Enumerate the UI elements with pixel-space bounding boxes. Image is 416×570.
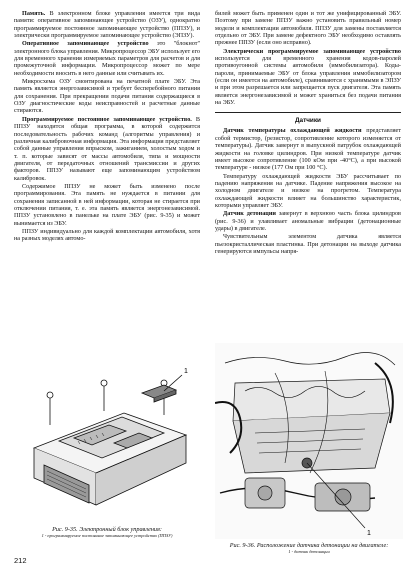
paragraph-prom-individual: ППЗУ индивидуально для каждой комплектации автомобиля, хотя на разных моделях автомо- xyxy=(14,227,200,243)
lead-eeprom: Электрически программируемое запоминающее устройство xyxy=(223,47,401,55)
lead-memory: Память. xyxy=(22,10,46,17)
paragraph-piezo: Чувствительным элементом датчика является пьезокристаллическая пластинка. При детонации на выходе датчика генерируются импульсы напря- xyxy=(215,233,401,255)
caption-ecu-legend: 1 - программируемое постоянное запоминающее устройство (ППЗУ) xyxy=(41,533,173,539)
paragraph-coolant-temp: Температуру охлаждающей жидкости ЭБУ рассчитывает по падению напряжения на датчике. Падение напряжения высокое на холодном двигателе и низкое на прогретом. Температура охлаждающей жидкости влияет на большинство характеристик, которыми управляет ЭБУ. xyxy=(215,172,401,209)
caption-ecu-title: Рис. 9-35. Электронный блок управления: xyxy=(52,526,162,533)
caption-knock-legend: 1 - датчик детонации xyxy=(288,549,330,555)
paragraph-prom: Программируемое постоянное запоминающее устройство. В ППЗУ находится общая программа, в которой содержится последовательность рабочих команд (алгоритмы управления) и различная калибровочная информация. Эта информация представляет собой данные управления впрыском, зажиганием, холостым ходом и т. п. которые зависят от массы автомобиля, типа и мощности двигателя, от передаточных отношений трансмиссии и других факторов. ППЗУ называют еще запоминающим устройством калибровок. xyxy=(14,115,200,182)
paragraph-knock-sensor: Датчик детонации завернут в верхнюю часть блока цилиндров (рис. 9-36) и улавливает аномальные вибрации (детонационные удары) в двигателе. xyxy=(215,210,401,232)
figure-knock-label: 1 xyxy=(367,530,371,537)
section-title-sensors: Датчики xyxy=(294,117,321,125)
section-rule xyxy=(215,112,401,113)
paragraph-ram-chip: Микросхема ОЗУ смонтирована на печатной плате ЭБУ. Эта память является энергозависимой и требует бесперебойного питания для сохранения. При прекращении подачи питания содержащиеся в ОЗУ диагностические коды неисправностей и расчетные данные стираются. xyxy=(14,78,200,115)
caption-ecu xyxy=(14,526,200,538)
figure-ecu-label: 1 xyxy=(184,368,188,375)
lead-ram: Оперативное запоминающее устройство xyxy=(22,40,149,48)
caption-knock-title: Рис. 9-36. Расположение датчика детонации на двигателе: xyxy=(229,542,389,549)
paragraph-prom-content: Содержимое ППЗУ не может быть изменено после программирования. Эта память не нуждается в питании для сохранения записанной в ней информации, которая не стирается при отключении питания, т. е. эта память является энергонезависимой. ППЗУ установлено в панельке на плате ЭБУ (рис. 9-35) и может вынимается из ЭБУ. xyxy=(14,182,200,227)
ecu-illustration xyxy=(14,353,200,525)
paragraph-coolant-sensor: Датчик температуры охлаждающей жидкости представляет собой термистор, (резистор, сопротивление которого изменяется от температуры). Датчик завернут в выпускной патрубок охлаждающей жидкости на головке цилиндров. При низкой температуре датчик имеет высокое сопротивление (100 кОм при -40°С), а при высокой температуре - низкое (177 Ом при 100 °С). xyxy=(215,127,401,172)
left-column xyxy=(14,10,200,243)
lead-prom: Программируемое постоянное запоминающее устройство. xyxy=(22,115,192,123)
engine-illustration xyxy=(215,343,403,539)
caption-knock-sensor xyxy=(215,542,403,554)
figure-ecu xyxy=(14,353,200,525)
figure-knock-sensor xyxy=(215,343,403,539)
paragraph-continuation: билей может быть применен один и тот же унифицированный ЭБУ. Поэтому при замене ППЗУ важно установить правильный номер модели и комплектации автомобиля. ППЗУ для замены поставляется отдельно от ЭБУ. При замене дефектного ЭБУ необходимо оставлять прежнее ППЗУ (если оно исправно). xyxy=(215,10,401,47)
paragraph-ram: Оперативное запоминающее устройство это "блокнот" электронного блока управления. Микропроцессор ЭБУ использует его для временного хранения измеряемых параметров для расчетов и для промежуточной информации. Микропроцессор может по мере необходимости вносить в него данные или считывать их. xyxy=(14,40,201,77)
right-column xyxy=(215,10,401,255)
paragraph-eeprom: Электрически программируемое запоминающее устройство используется для временного хранения кодов-паролей противоугонной системы автомобиля (иммобилизатора). Коды-пароли, принимаемые ЭБУ от блока управления иммобилизатором (если он имеется на автомобиле), сравниваются с хранимыми в ЭПЗУ и при этом разрешается или запрещается пуск двигателя. Эта память является энергонезависимой и может храниться без подачи питания на ЭБУ. xyxy=(215,47,401,107)
lead-coolant-sensor: Датчик температуры охлаждающей жидкости xyxy=(223,127,362,135)
paragraph-memory: Память. В электронном блоке управления имеется три вида памяти: оперативное запоминающее устройство (ОЗУ), однократно программируемое постоянное запоминающее устройство (ППЗУ), и электрически программируемое запоминающее устройство (ЭПЗУ). xyxy=(14,10,200,40)
page-number: 212 xyxy=(14,556,27,565)
lead-knock-sensor: Датчик детонации xyxy=(223,210,276,218)
